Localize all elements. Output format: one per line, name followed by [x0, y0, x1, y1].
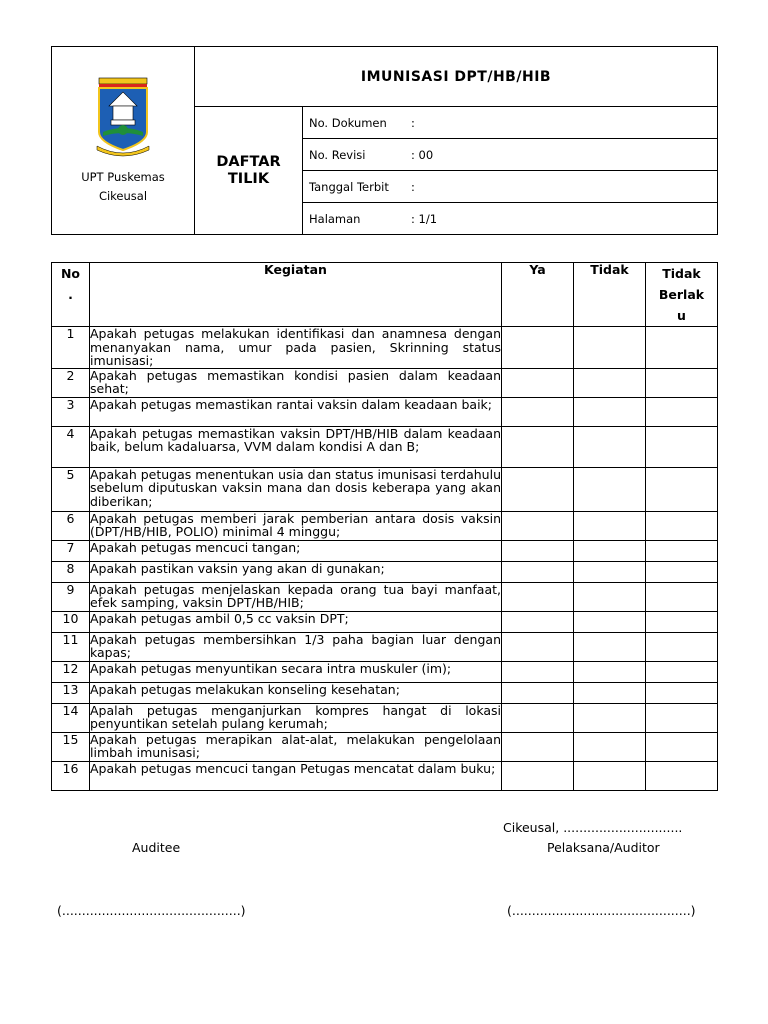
answer-cell-tidak[interactable]: [574, 761, 646, 790]
answer-cell-tidak[interactable]: [574, 327, 646, 369]
auditor-signature-line: (.............................................): [507, 903, 696, 918]
answer-cell-tidak[interactable]: [574, 611, 646, 632]
answer-cell-ya[interactable]: [502, 368, 574, 397]
checklist-row: [52, 732, 718, 761]
answer-cell-tidak-berlaku[interactable]: [646, 732, 718, 761]
auditee-signature-line: (.............................................): [57, 903, 246, 918]
row-kegiatan: Apakah petugas mencuci tangan;: [90, 540, 502, 561]
answer-cell-tidak-berlaku[interactable]: [646, 703, 718, 732]
checklist-row: [52, 327, 718, 369]
answer-cell-tidak[interactable]: [574, 368, 646, 397]
meta-label: Halaman: [309, 211, 361, 226]
checklist-row: [52, 426, 718, 467]
regional-emblem-icon: [95, 76, 151, 160]
checklist-row: [52, 561, 718, 582]
document-type-line2: TILIK: [227, 170, 270, 187]
row-number: 6: [52, 511, 90, 540]
checklist-body: [52, 327, 718, 791]
column-header-tidak-berlaku-line1: Tidak: [662, 266, 701, 281]
row-kegiatan: Apakah petugas merapikan alat-alat, melakukan pengelolaan limbah imunisasi;: [90, 731, 501, 761]
row-kegiatan: Apalah petugas menganjurkan kompres hangat di lokasi penyuntikan setelah pulang kerumah;: [90, 702, 501, 732]
answer-cell-ya[interactable]: [502, 327, 574, 369]
answer-cell-ya[interactable]: [502, 682, 574, 703]
answer-cell-ya[interactable]: [502, 632, 574, 661]
row-kegiatan: Apakah petugas memastikan rantai vaksin dalam keadaan baik;: [90, 397, 502, 426]
column-header-no: [52, 263, 90, 327]
answer-cell-tidak-berlaku[interactable]: [646, 327, 718, 369]
answer-cell-tidak-berlaku[interactable]: [646, 582, 718, 611]
answer-cell-tidak[interactable]: [574, 632, 646, 661]
row-number: 13: [52, 682, 90, 703]
answer-cell-ya[interactable]: [502, 426, 574, 467]
answer-cell-tidak[interactable]: [574, 682, 646, 703]
row-number: 8: [52, 561, 90, 582]
meta-row-document-number: [303, 107, 718, 139]
document-header: [51, 46, 718, 235]
row-kegiatan: Apakah petugas membersihkan 1/3 paha bagian luar dengan kapas;: [90, 631, 501, 661]
column-header-no-line2: .: [68, 287, 73, 302]
row-kegiatan: Apakah petugas memastikan kondisi pasien dalam keadaan sehat;: [90, 367, 501, 397]
answer-cell-tidak-berlaku[interactable]: [646, 467, 718, 511]
answer-cell-ya[interactable]: [502, 661, 574, 682]
row-number: 16: [52, 761, 90, 790]
answer-cell-tidak-berlaku[interactable]: [646, 561, 718, 582]
answer-cell-ya[interactable]: [502, 611, 574, 632]
logo-cell: [52, 47, 195, 235]
answer-cell-tidak-berlaku[interactable]: [646, 368, 718, 397]
checklist-row: [52, 761, 718, 790]
row-number: 2: [52, 368, 90, 397]
checklist-row: [52, 632, 718, 661]
row-number: 3: [52, 397, 90, 426]
meta-label: No. Revisi: [309, 147, 366, 162]
answer-cell-tidak[interactable]: [574, 426, 646, 467]
meta-value: : 1/1: [411, 211, 438, 226]
row-kegiatan: Apakah petugas mencuci tangan Petugas mencatat dalam buku;: [90, 761, 502, 790]
row-number: 10: [52, 611, 90, 632]
checklist-row: [52, 582, 718, 611]
answer-cell-tidak-berlaku[interactable]: [646, 661, 718, 682]
answer-cell-ya[interactable]: [502, 561, 574, 582]
row-kegiatan: Apakah petugas melakukan konseling kesehatan;: [90, 682, 502, 703]
column-header-tidak-berlaku-line3: u: [677, 308, 686, 323]
auditee-label: Auditee: [132, 840, 181, 855]
answer-cell-ya[interactable]: [502, 540, 574, 561]
row-kegiatan: Apakah petugas menentukan usia dan status imunisasi terdahulu sebelum diputuskan vaksin mana dan dosis keberapa yang akan diberikan;: [90, 467, 502, 511]
meta-row-page: [303, 203, 718, 235]
answer-cell-tidak[interactable]: [574, 397, 646, 426]
column-header-ya: Ya: [502, 263, 574, 327]
column-header-tidak: Tidak: [574, 263, 646, 327]
answer-cell-tidak-berlaku[interactable]: [646, 611, 718, 632]
organization-line2: Cikeusal: [98, 188, 148, 203]
organization-name: [81, 168, 165, 206]
answer-cell-tidak[interactable]: [574, 661, 646, 682]
place-date: Cikeusal, ..............................: [503, 820, 683, 835]
checklist-row: [52, 703, 718, 732]
answer-cell-ya[interactable]: [502, 703, 574, 732]
row-number: 14: [52, 703, 90, 732]
column-header-tidak-berlaku: [646, 263, 718, 327]
checklist-row: [52, 540, 718, 561]
document-title: IMUNISASI DPT/HB/HIB: [195, 47, 718, 107]
row-kegiatan: Apakah petugas memastikan vaksin DPT/HB/HIB dalam keadaan baik, belum kadaluarsa, VVM dalam kondisi A dan B;: [90, 426, 502, 467]
row-number: 4: [52, 426, 90, 467]
answer-cell-ya[interactable]: [502, 511, 574, 540]
column-header-kegiatan: Kegiatan: [90, 263, 502, 327]
answer-cell-ya[interactable]: [502, 732, 574, 761]
row-number: 1: [52, 327, 90, 369]
meta-value: :: [411, 115, 415, 130]
meta-value: : 00: [411, 147, 434, 162]
row-number: 11: [52, 632, 90, 661]
answer-cell-tidak-berlaku[interactable]: [646, 540, 718, 561]
checklist-row: [52, 368, 718, 397]
meta-label: Tanggal Terbit: [309, 179, 389, 194]
document-type-line1: DAFTAR: [216, 153, 281, 170]
meta-row-issue-date: [303, 171, 718, 203]
answer-cell-ya[interactable]: [502, 582, 574, 611]
checklist-row: [52, 661, 718, 682]
row-kegiatan: Apakah petugas ambil 0,5 cc vaksin DPT;: [90, 611, 502, 632]
meta-value: :: [411, 179, 415, 194]
answer-cell-tidak-berlaku[interactable]: [646, 761, 718, 790]
answer-cell-ya[interactable]: [502, 397, 574, 426]
answer-cell-tidak-berlaku[interactable]: [646, 682, 718, 703]
column-header-no-line1: No: [60, 266, 81, 281]
row-kegiatan: Apakah pastikan vaksin yang akan di gunakan;: [90, 561, 502, 582]
answer-cell-tidak-berlaku[interactable]: [646, 511, 718, 540]
answer-cell-tidak[interactable]: [574, 703, 646, 732]
answer-cell-tidak-berlaku[interactable]: [646, 397, 718, 426]
answer-cell-tidak[interactable]: [574, 732, 646, 761]
meta-label: No. Dokumen: [309, 115, 387, 130]
answer-cell-tidak[interactable]: [574, 561, 646, 582]
row-number: 15: [52, 732, 90, 761]
answer-cell-tidak-berlaku[interactable]: [646, 632, 718, 661]
column-header-tidak-berlaku-line2: Berlak: [658, 287, 705, 302]
answer-cell-tidak[interactable]: [574, 511, 646, 540]
checklist-row: [52, 682, 718, 703]
document-type: [195, 107, 303, 235]
answer-cell-tidak[interactable]: [574, 540, 646, 561]
checklist-row: [52, 611, 718, 632]
organization-line1: UPT Puskemas: [81, 169, 165, 184]
answer-cell-tidak[interactable]: [574, 582, 646, 611]
row-kegiatan: Apakah petugas memberi jarak pemberian antara dosis vaksin (DPT/HB/HIB, POLIO) minimal 4 minggu;: [90, 510, 501, 540]
row-number: 7: [52, 540, 90, 561]
row-kegiatan: Apakah petugas menyuntikan secara intra muskuler (im);: [90, 661, 502, 682]
answer-cell-ya[interactable]: [502, 467, 574, 511]
row-kegiatan: Apakah petugas melakukan identifikasi dan anamnesa dengan menanyakan nama, umur pada pasien, Skrinning status imunisasi;: [90, 326, 501, 369]
checklist-header-row: [52, 263, 718, 327]
answer-cell-tidak-berlaku[interactable]: [646, 426, 718, 467]
row-kegiatan: Apakah petugas menjelaskan kepada orang tua bayi manfaat, efek samping, vaksin DPT/HB/HIB;: [90, 581, 501, 611]
meta-row-revision: [303, 139, 718, 171]
checklist-row: [52, 397, 718, 426]
row-number: 5: [52, 467, 90, 511]
answer-cell-tidak[interactable]: [574, 467, 646, 511]
row-number: 12: [52, 661, 90, 682]
checklist-row: [52, 467, 718, 511]
auditor-label: Pelaksana/Auditor: [547, 840, 660, 855]
answer-cell-ya[interactable]: [502, 761, 574, 790]
row-number: 9: [52, 582, 90, 611]
checklist-table: [51, 262, 718, 791]
checklist-row: [52, 511, 718, 540]
